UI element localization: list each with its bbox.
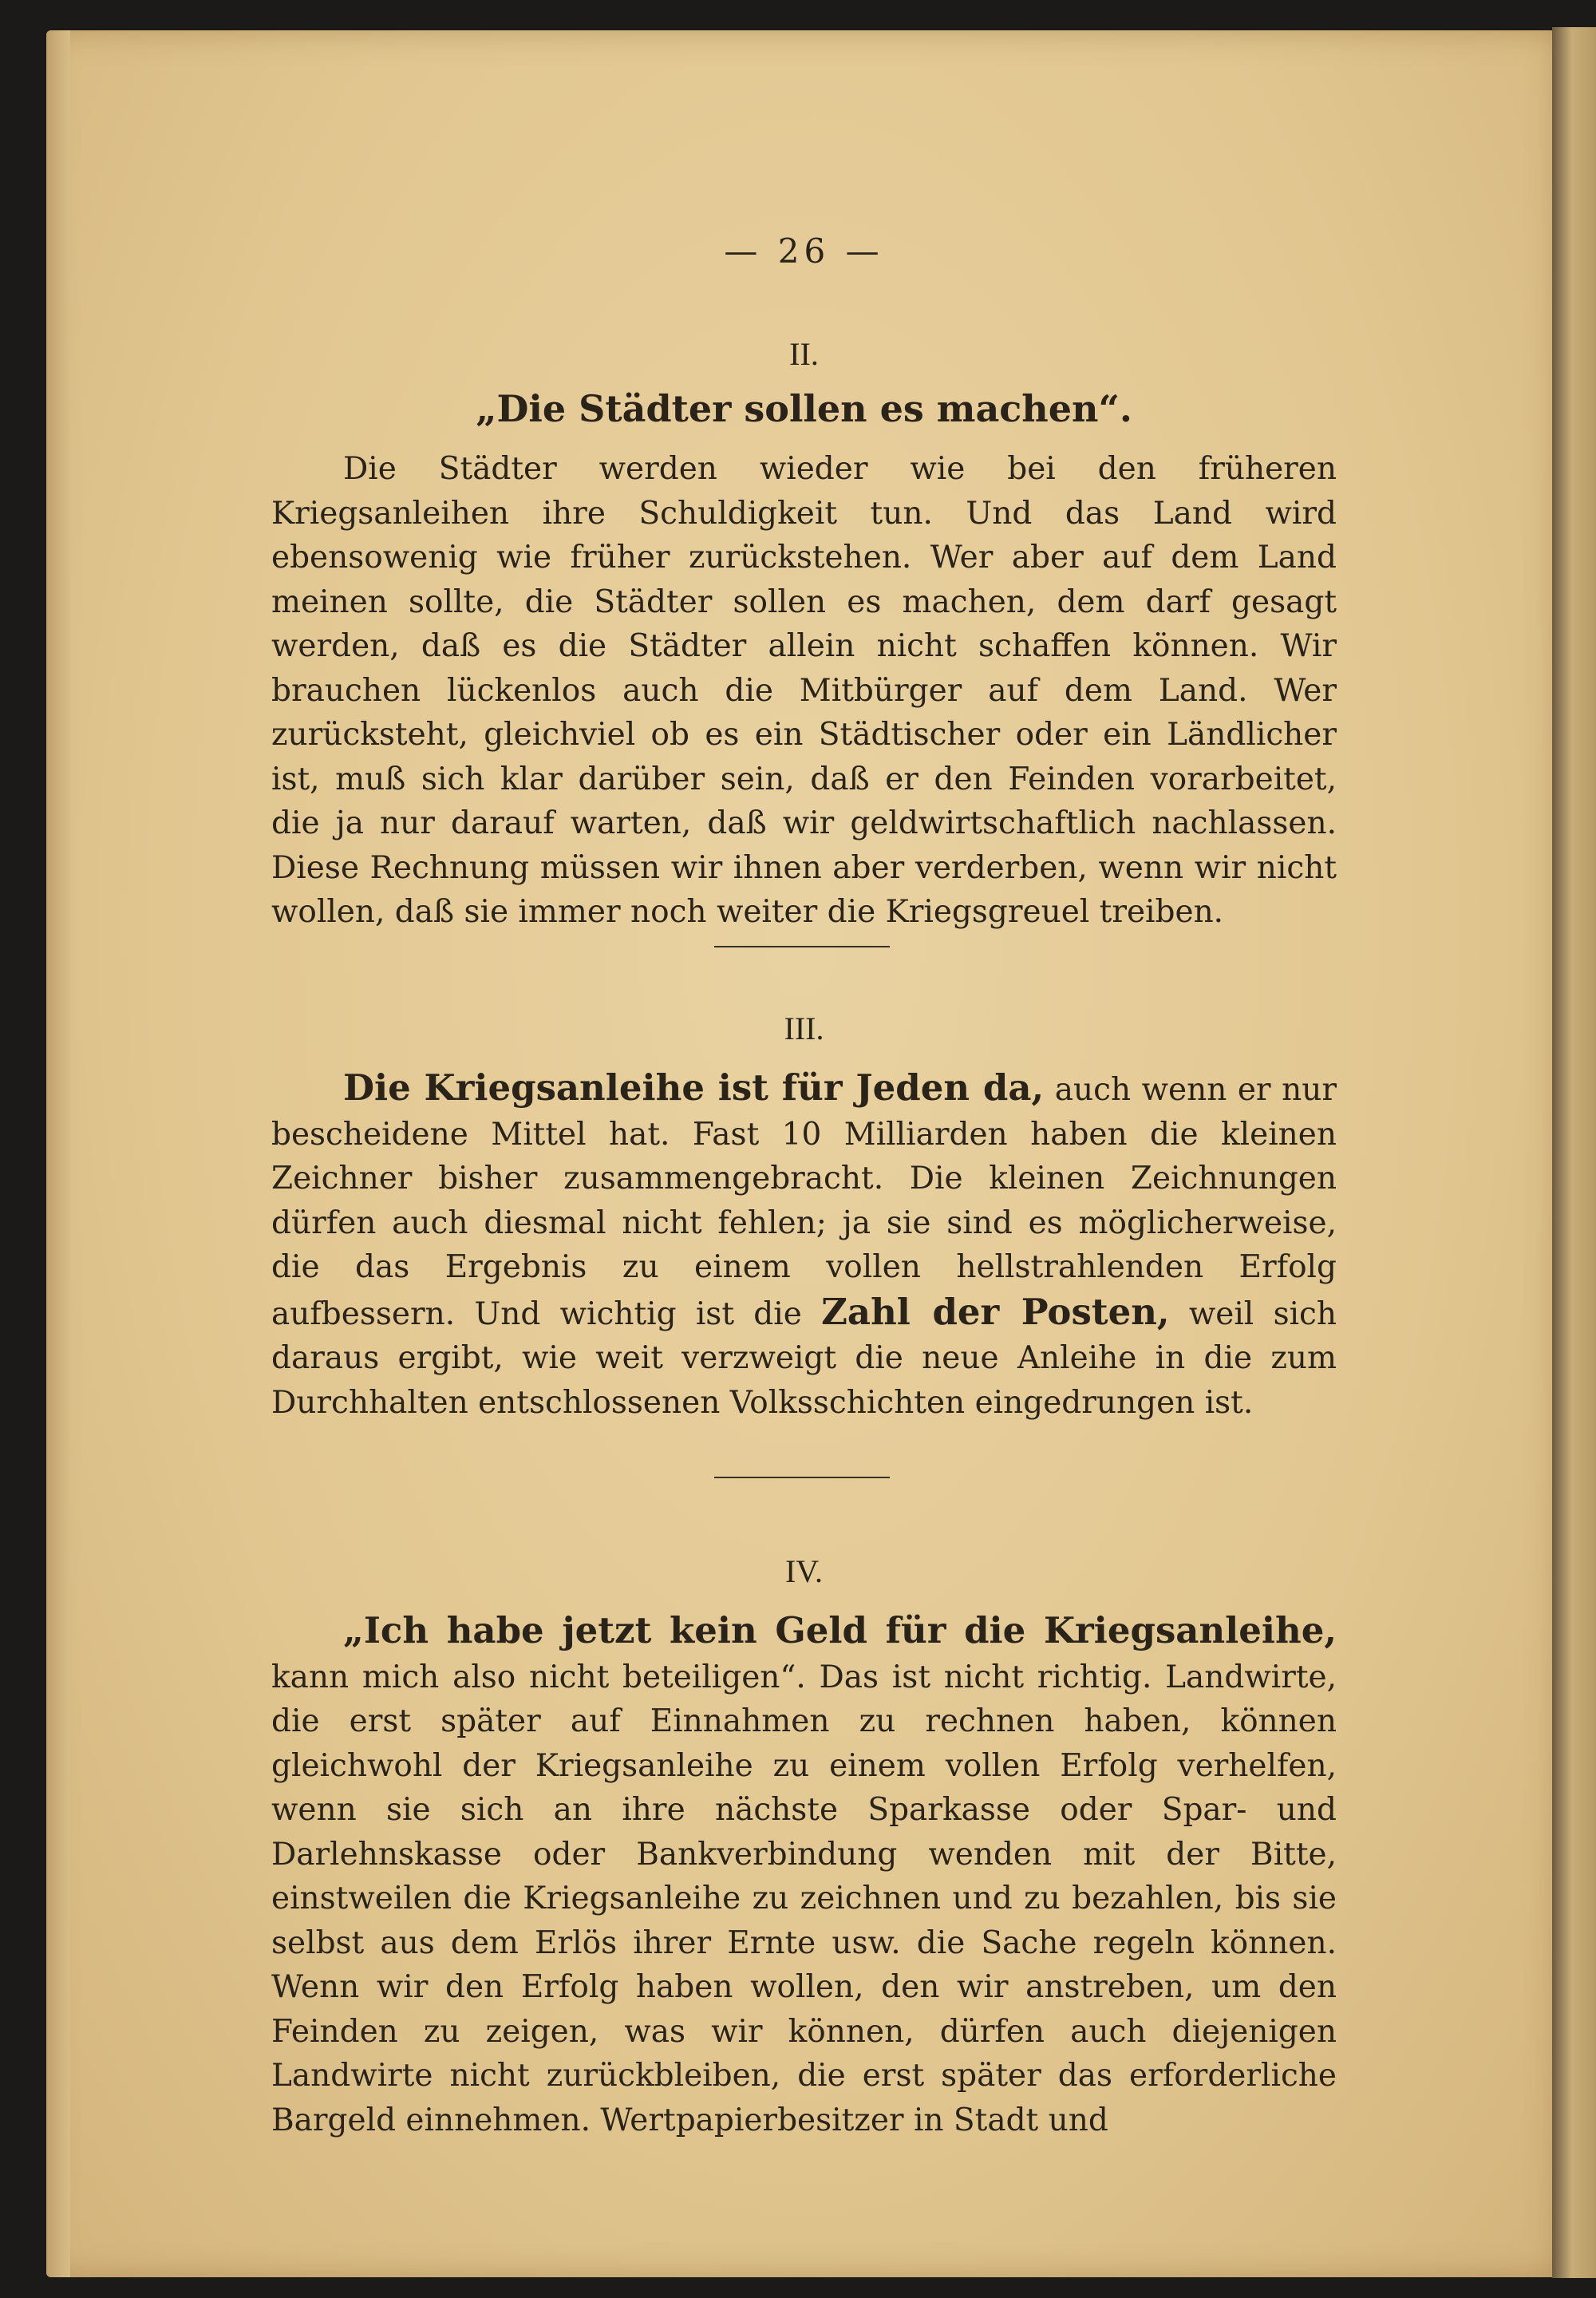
section-body-iv: kann mich also nicht beteiligen“. Das ist nicht richtig. Landwirte, die erst später auf Einnahmen zu rechnen haben, können gleichwohl der Kriegsanleihe zu einem vollen Erfolg verhelfen, wenn sie sich an ihre nächste Sparkasse oder Spar- und Darlehnskasse oder Bankverbindung wenden mit der Bitte, einstweilen die Kriegsanleihe zu zeichnen und zu bezahlen, bis sie selbst aus dem Erlös ihrer Ernte usw. die Sache regeln können. Wenn wir den Erfolg haben wollen, den wir anstreben, um den Feinden zu zeigen, was wir können, dürfen auch diejenigen Landwirte nicht zurückbleiben, die erst später das erforderliche Bargeld einnehmen. Wertpapierbesitzer in Stadt und xyxy=(271,1659,1337,2138)
page-number: — 26 — xyxy=(724,231,884,271)
section-heading-ii: „Die Städter sollen es machen“. xyxy=(476,387,1132,430)
section-body-ii: Die Städter werden wieder wie bei den früheren Kriegsanleihen ihre Schuldigkeit tun. Und das Land wird ebensowenig wie früher zurückstehen. Wer aber auf dem Land meinen sollte, die Städter sollen es machen, dem darf gesagt werden, daß es die Städter allein nicht schaffen können. Wir brauchen lückenlos auch die Mitbürger auf dem Land. Wer zurücksteht, gleichviel ob es ein Städtischer oder ein Ländlicher ist, muß sich klar darüber sein, daß er den Feinden vorarbeitet, die ja nur darauf warten, daß wir geldwirtschaftlich nachlassen. Diese Rechnung müssen wir ihnen aber verderben, wenn wir nicht wollen, daß sie immer noch weiter die Kriegsgreuel treiben. xyxy=(271,451,1337,930)
section-numeral-iv: IV. xyxy=(784,1553,824,1589)
section-body-iii-a: auch wenn er nur bescheidene Mittel hat. Fast 10 Milliarden haben die kleinen Zeichner bisher zusammengebracht. Die kleinen Zeichnungen dürfen auch diesmal nicht fehlen; ja sie sind es möglicherweise, die das Ergebnis zu einem vollen hellstrahlenden Erfolg aufbessern. Und wichtig ist die xyxy=(271,1072,1337,1332)
section-text-iii xyxy=(271,1066,1337,1425)
section-numeral-ii: II. xyxy=(789,336,819,372)
section-text-iv xyxy=(271,1608,1337,2142)
section-numeral-iii: III. xyxy=(784,1011,824,1046)
section-lead-iv: „Ich habe jetzt kein Geld für die Kriegsanleihe, xyxy=(343,1609,1337,1651)
page-gutter xyxy=(46,30,70,2277)
section-divider xyxy=(714,946,890,947)
section-emphasis-iii: Zahl der Posten, xyxy=(821,1290,1170,1333)
section-body-iii-b: weil sich daraus ergibt, wie weit verzweigt die neue Anleihe in die zum Durchhalten entschlossenen Volksschichten eingedrungen ist. xyxy=(271,1295,1337,1421)
section-divider xyxy=(714,1477,890,1478)
section-lead-iii: Die Kriegsanleihe ist für Jeden da, xyxy=(343,1066,1045,1109)
section-text-ii xyxy=(271,447,1337,935)
adjacent-page-edge xyxy=(1552,27,1596,2278)
